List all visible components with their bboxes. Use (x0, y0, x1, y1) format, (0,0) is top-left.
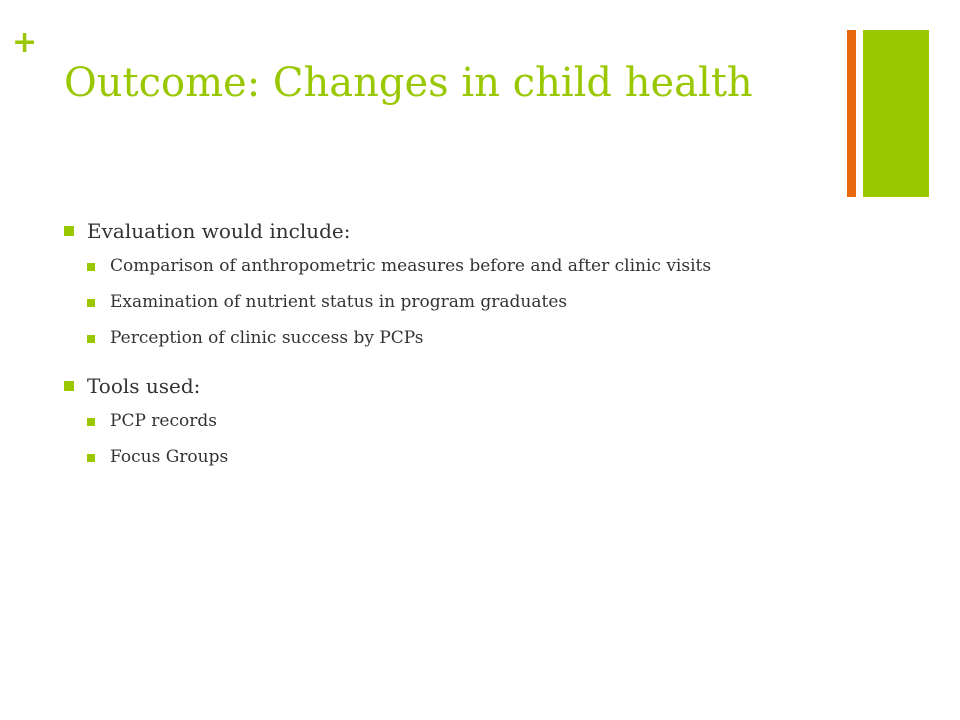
orange-accent-bar (847, 30, 856, 197)
section-evaluation (64, 214, 824, 351)
slide-content (64, 214, 824, 488)
sub-bullet-item (64, 325, 794, 351)
sub-bullet-item (64, 444, 794, 470)
bullet-heading (64, 214, 824, 248)
sub-bullet-text: PCP records (110, 411, 217, 431)
square-bullet-icon (87, 299, 95, 307)
section-tools (64, 369, 824, 470)
sub-bullet-text: Examination of nutrient status in program graduates (110, 292, 568, 312)
square-bullet-icon (87, 454, 95, 462)
sub-bullet-item (64, 289, 794, 315)
sub-bullet-list (64, 253, 824, 351)
sub-bullet-text: Comparison of anthropometric measures before and after clinic visits (110, 256, 712, 276)
bullet-heading-text: Tools used: (87, 374, 201, 398)
sub-bullet-item (64, 408, 794, 434)
sub-bullet-text: Perception of clinic success by PCPs (110, 328, 424, 348)
slide-title: Outcome: Changes in child health (64, 60, 753, 106)
bullet-heading-text: Evaluation would include: (87, 219, 351, 243)
plus-mark: + (12, 25, 38, 60)
bullet-heading (64, 369, 824, 403)
square-bullet-icon (87, 335, 95, 343)
square-bullet-icon (87, 418, 95, 426)
sub-bullet-list (64, 408, 824, 470)
square-bullet-icon (64, 381, 74, 391)
sub-bullet-text: Focus Groups (110, 447, 229, 467)
square-bullet-icon (87, 263, 95, 271)
square-bullet-icon (64, 226, 74, 236)
green-accent-bar (863, 30, 929, 197)
sub-bullet-item (64, 253, 794, 279)
